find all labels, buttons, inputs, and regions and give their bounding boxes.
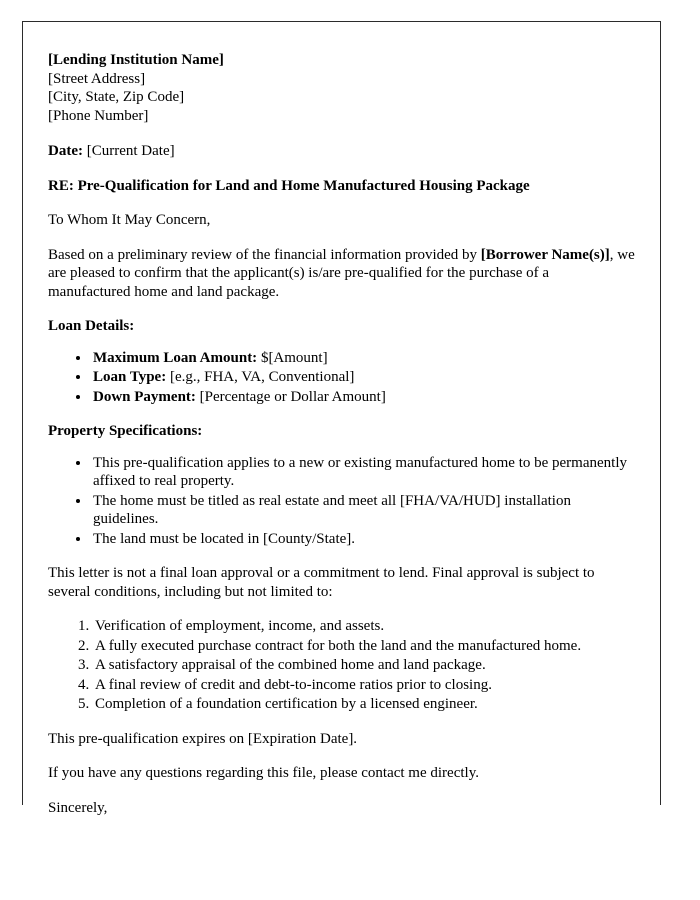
list-item: • The land must be located in [County/State]. <box>91 530 635 549</box>
list-item <box>91 349 635 368</box>
letter-body <box>48 51 635 817</box>
disclaimer-paragraph: This letter is not a final loan approval or a commitment to lend. Final approval is subject to several conditions, including but not limited to: <box>48 565 595 600</box>
contact-paragraph: If you have any questions regarding this file, please contact me directly. <box>48 765 479 781</box>
list-item: 2. A fully executed purchase contract for both the land and the manufactured home. <box>93 637 635 656</box>
list-item: • This pre-qualification applies to a new or existing manufactured home to be permanently affixed to real property. <box>91 454 635 491</box>
list-item: • The home must be titled as real estate and meet all [FHA/VA/HUD] installation guidelines. <box>91 492 635 529</box>
expiration-paragraph: This pre-qualification expires on [Expiration Date]. <box>48 730 358 747</box>
loan-details-heading: Loan Details: <box>48 318 135 334</box>
letterhead-institution-name: [Lending Institution Name] <box>48 52 224 68</box>
loan-detail-value: $[Amount] <box>257 349 328 366</box>
intro-text-part2: , we are pleased to confirm that the applicant(s) is/are pre-qualified for the purchase of a manufactured home and land package. <box>48 246 635 300</box>
loan-details-list <box>48 349 635 407</box>
property-specifications-heading: Property Specifications: <box>48 423 203 439</box>
loan-detail-label: Maximum Loan Amount: <box>93 349 258 366</box>
subject-line: RE: Pre-Qualification for Land and Home Manufactured Housing Package <box>48 177 530 194</box>
property-specifications-list <box>48 454 635 549</box>
loan-detail-label: Loan Type: <box>93 369 167 385</box>
intro-paragraph <box>48 246 635 302</box>
letterhead-city-state-zip: [City, State, Zip Code] <box>48 89 185 105</box>
list-item: 3. A satisfactory appraisal of the combined home and land package. <box>93 656 635 675</box>
loan-detail-value: [Percentage or Dollar Amount] <box>195 388 386 405</box>
list-item: 4. A final review of credit and debt-to-income ratios prior to closing. <box>93 676 635 695</box>
borrower-name-placeholder: [Borrower Name(s)] <box>480 246 610 263</box>
list-item <box>91 368 635 387</box>
list-item <box>91 388 635 407</box>
list-item: 1. Verification of employment, income, and assets. <box>93 617 635 636</box>
list-item: 5. Completion of a foundation certification by a licensed engineer. <box>93 695 635 714</box>
closing-salutation: Sincerely, <box>48 799 108 816</box>
date-line <box>48 142 635 161</box>
intro-text-part1: Based on a preliminary review of the financial information provided by <box>48 246 481 263</box>
salutation: To Whom It May Concern, <box>48 212 211 228</box>
loan-detail-value: [e.g., FHA, VA, Conventional] <box>166 369 355 385</box>
letterhead-phone-number: [Phone Number] <box>48 107 149 124</box>
loan-detail-label: Down Payment: <box>93 388 196 405</box>
letterhead-street-address: [Street Address] <box>48 70 146 87</box>
conditions-list <box>48 617 635 714</box>
letterhead-block <box>48 51 635 125</box>
date-label: Date: <box>48 143 83 159</box>
document-page <box>22 21 661 816</box>
date-value: [Current Date] <box>86 143 175 159</box>
